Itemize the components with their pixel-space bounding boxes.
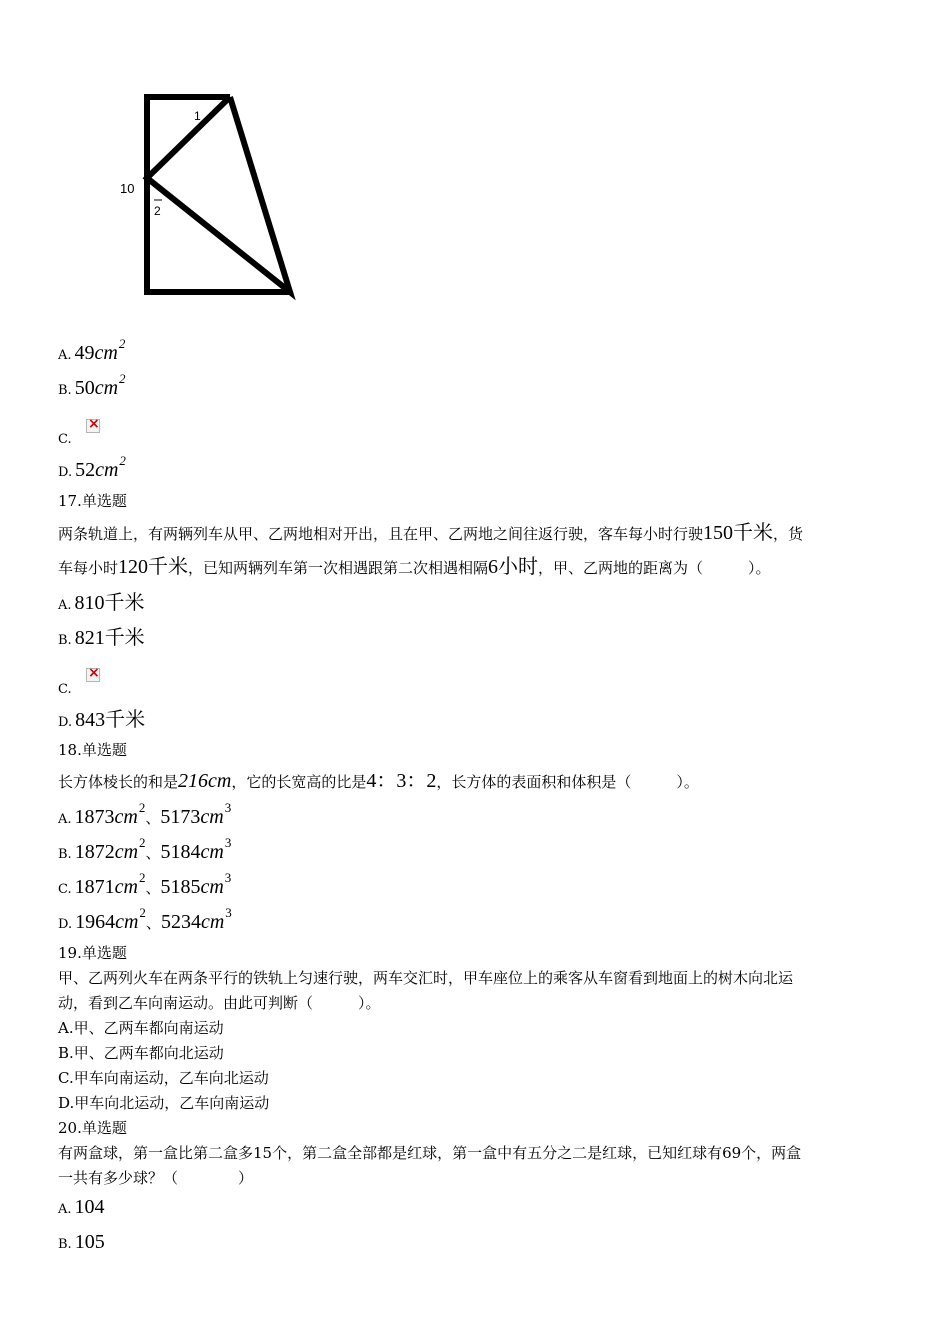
q17-line1: 两条轨道上，有两辆列车从甲、乙两地相对开出，且在甲、乙两地之间往返行驶，客车每小时行驶 150千米 ，货 xyxy=(58,522,804,544)
figure-label-left-den: 2 xyxy=(154,204,161,218)
q16-option-d[interactable]: D. 52 cm 2 xyxy=(58,453,126,481)
q17-header: 17.单选题 xyxy=(58,492,127,510)
q20-option-a[interactable]: A. 104 xyxy=(58,1196,105,1218)
q20-line2: 一共有多少球？（ ） xyxy=(58,1169,254,1187)
q18-option-c[interactable]: C. 1871 cm 2 、 5185 cm 3 xyxy=(58,870,232,898)
q17-line2: 车每小时 120千米 ，已知两辆列车第一次相遇跟第二次相遇相隔 6小时 ，甲、乙两地的距离为（ ）。 xyxy=(58,556,771,578)
q17-option-a[interactable]: A. 810千米 xyxy=(58,592,145,614)
q18-option-a[interactable]: A. 1873 cm 2 、 5173 cm 3 xyxy=(58,800,232,828)
q18-question: 长方体棱长的和是 216cm ，它的长宽高的比是 4：3：2 ，长方体的表面积和体积是（ ）。 xyxy=(58,770,699,792)
q19-header: 19.单选题 xyxy=(58,944,127,962)
geometry-figure xyxy=(110,88,310,303)
q19-option-c[interactable]: C.甲车向南运动，乙车向北运动 xyxy=(58,1069,269,1087)
q18-option-d[interactable]: D. 1964 cm 2 、 5234 cm 3 xyxy=(58,905,232,933)
q20-header: 20.单选题 xyxy=(58,1119,127,1137)
q18-option-b[interactable]: B. 1872 cm 2 、 5184 cm 3 xyxy=(58,835,232,863)
q19-line1: 甲、乙两列火车在两条平行的铁轨上匀速行驶，两车交汇时，甲车座位上的乘客从车窗看到地面上的树木向北运 xyxy=(58,969,794,987)
q20-line1: 有两盒球，第一盒比第二盒多15个，第二盒全部都是红球，第一盒中有五分之二是红球，已知红球有69个，两盒 xyxy=(58,1144,802,1162)
figure-label-left-num: 10 xyxy=(120,181,135,196)
q17-option-c[interactable]: C. × xyxy=(58,667,118,697)
q19-option-b[interactable]: B.甲、乙两车都向北运动 xyxy=(58,1044,224,1062)
broken-image-icon xyxy=(86,419,100,433)
q16-option-a[interactable]: A. 49 cm 2 xyxy=(58,336,126,364)
q17-option-d[interactable]: D. 843千米 xyxy=(58,709,146,731)
broken-image-icon xyxy=(86,668,100,682)
q20-option-b[interactable]: B. 105 xyxy=(58,1231,105,1253)
q19-option-a[interactable]: A.甲、乙两车都向南运动 xyxy=(58,1019,224,1037)
q19-line2: 动，看到乙车向南运动。由此可判断（ ）。 xyxy=(58,994,381,1012)
q16-option-c[interactable]: C. × xyxy=(58,418,118,448)
q17-option-b[interactable]: B. 821千米 xyxy=(58,627,145,649)
q19-option-d[interactable]: D.甲车向北运动，乙车向南运动 xyxy=(58,1094,270,1112)
figure-label-top: 1 xyxy=(194,109,201,123)
q18-header: 18.单选题 xyxy=(58,741,127,759)
figure-triangle xyxy=(147,97,290,292)
q16-option-b[interactable]: B. 50 cm 2 xyxy=(58,371,126,399)
